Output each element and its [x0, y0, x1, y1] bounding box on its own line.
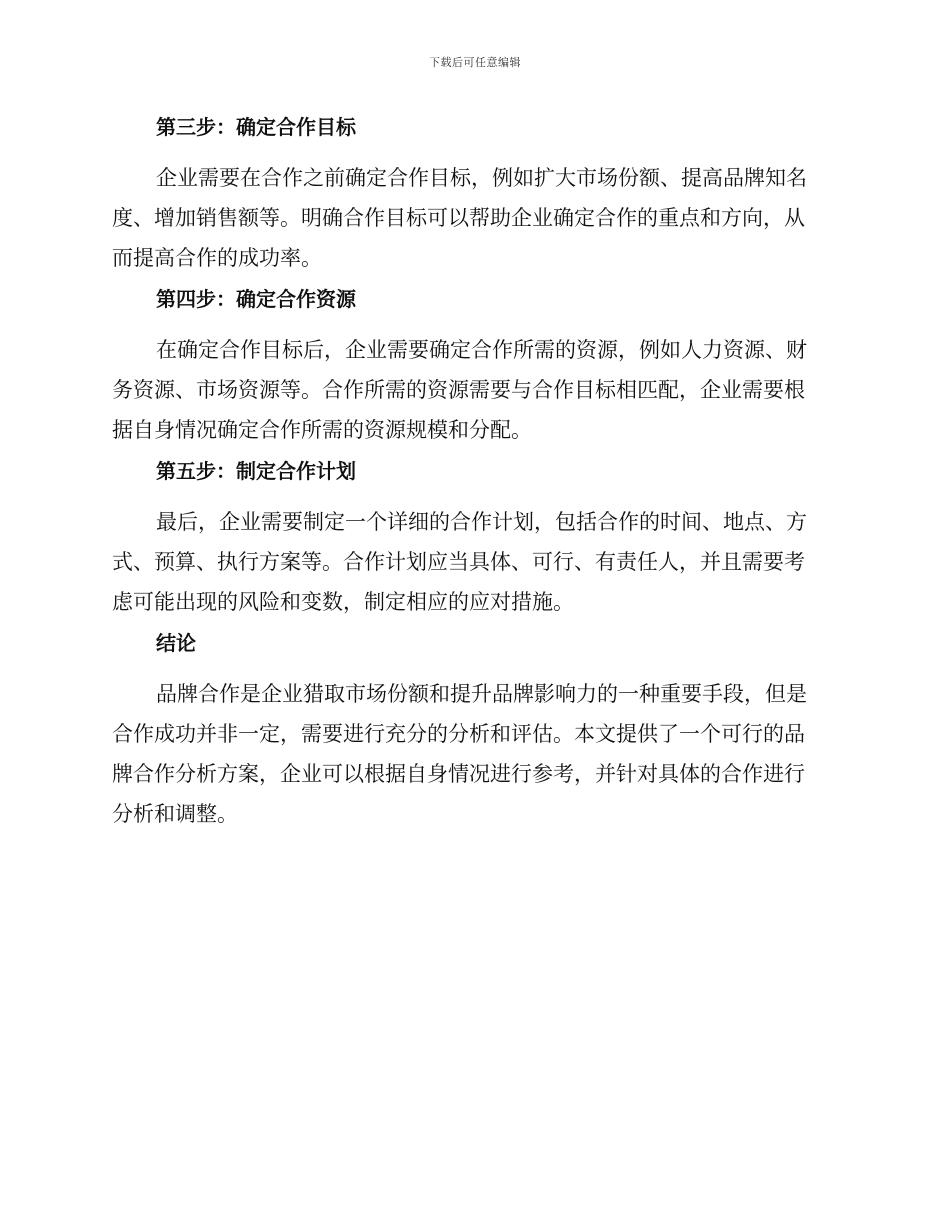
section-heading: 第五步：制定合作计划: [156, 459, 356, 483]
paragraph-line: 虑可能出现的风险和变数，制定相应的应对措施。: [112, 590, 574, 614]
paragraph-line: 在确定合作目标后，企业需要确定合作所需的资源，例如人力资源、财: [156, 338, 807, 362]
section-paragraph: [112, 158, 832, 278]
section-heading: 第三步：确定合作目标: [156, 115, 356, 139]
paragraph-line: 企业需要在合作之前确定合作目标，例如扩大市场份额、提高品牌知名: [156, 166, 807, 190]
paragraph-line: 度、增加销售额等。明确合作目标可以帮助企业确定合作的重点和方向，从: [112, 206, 805, 230]
section-heading: 第四步：确定合作资源: [156, 287, 356, 311]
paragraph-line: 牌合作分析方案，企业可以根据自身情况进行参考，并针对具体的合作进行: [112, 762, 805, 786]
paragraph-line: 合作成功并非一定，需要进行充分的分析和评估。本文提供了一个可行的品: [112, 722, 805, 746]
section-paragraph: [112, 330, 832, 450]
paragraph-line: 最后，企业需要制定一个详细的合作计划，包括合作的时间、地点、方: [156, 510, 807, 534]
paragraph-line: 务资源、市场资源等。合作所需的资源需要与合作目标相匹配，企业需要根: [112, 378, 805, 402]
page-header: 下载后可任意编辑: [429, 56, 521, 69]
section-step-three: [112, 112, 832, 278]
section-step-five: [112, 456, 832, 622]
section-conclusion: [112, 628, 832, 834]
document-body: [112, 112, 832, 840]
section-paragraph: [112, 502, 832, 622]
section-heading: 结论: [156, 631, 196, 655]
section-paragraph: [112, 674, 832, 834]
paragraph-line: 而提高合作的成功率。: [112, 246, 322, 270]
paragraph-line: 分析和调整。: [112, 802, 238, 826]
paragraph-line: 式、预算、执行方案等。合作计划应当具体、可行、有责任人，并且需要考: [112, 550, 805, 574]
paragraph-line: 据自身情况确定合作所需的资源规模和分配。: [112, 418, 532, 442]
section-step-four: [112, 284, 832, 450]
paragraph-line: 品牌合作是企业猎取市场份额和提升品牌影响力的一种重要手段，但是: [156, 682, 807, 706]
